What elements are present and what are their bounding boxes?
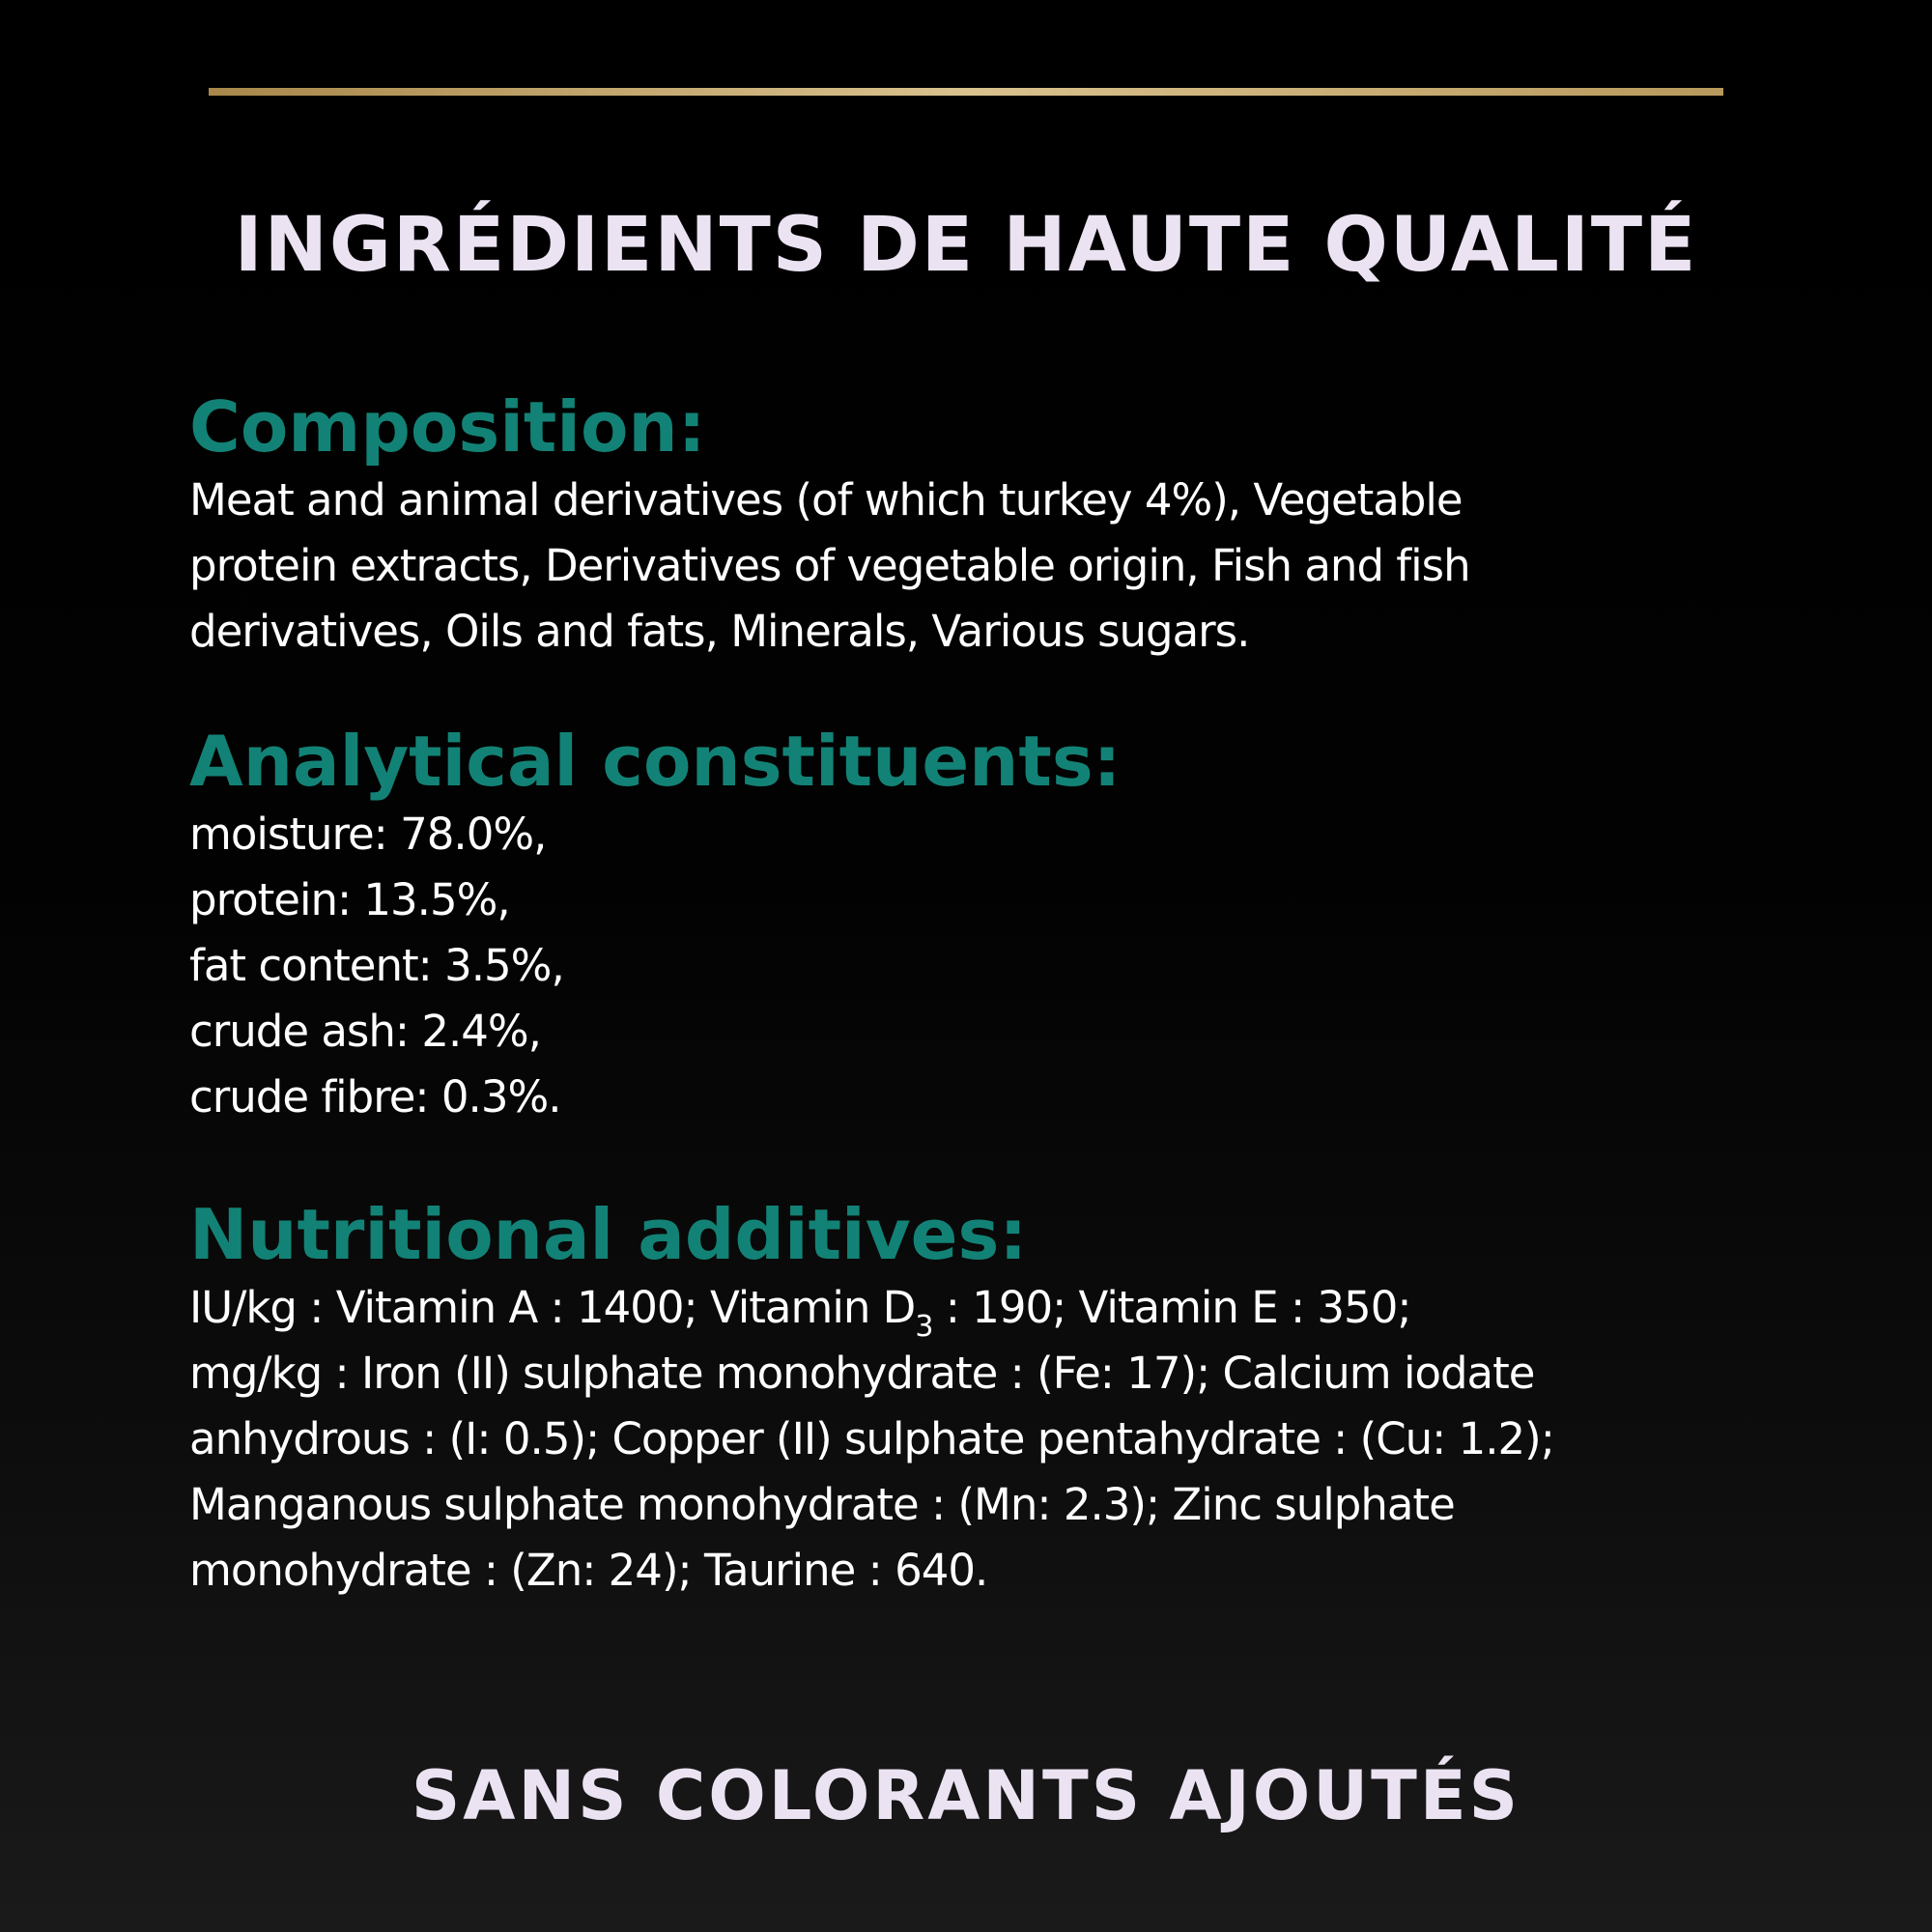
- analytical-item: crude fibre: 0.3%.: [189, 1071, 561, 1122]
- footer-title: SANS COLORANTS AJOUTÉS: [411, 1756, 1521, 1835]
- composition-line: Meat and animal derivatives (of which turkey 4%), Vegetable: [189, 474, 1463, 526]
- analytical-item: protein: 13.5%,: [189, 874, 510, 925]
- additives-section: [189, 1194, 1735, 1604]
- analytical-heading: Analytical constituents:: [189, 721, 1122, 802]
- analytical-item: fat content: 3.5%,: [189, 940, 564, 991]
- additives-line-part: : 190; Vitamin E : 350;: [932, 1282, 1411, 1333]
- additives-text: [189, 1275, 1735, 1604]
- additives-line-part: IU/kg : Vitamin A : 1400; Vitamin D: [189, 1282, 916, 1333]
- additives-line: mg/kg : Iron (II) sulphate monohydrate : (Fe: 17); Calcium iodate: [189, 1348, 1535, 1399]
- page-title: INGRÉDIENTS DE HAUTE QUALITÉ: [234, 202, 1698, 289]
- composition-line: derivatives, Oils and fats, Minerals, Various sugars.: [189, 606, 1250, 657]
- composition-heading: Composition:: [189, 386, 706, 468]
- analytical-item: crude ash: 2.4%,: [189, 1006, 541, 1057]
- additives-line: monohydrate : (Zn: 24); Taurine : 640.: [189, 1545, 988, 1596]
- composition-text: [189, 468, 1735, 665]
- analytical-section: [189, 721, 1735, 1130]
- analytical-item: moisture: 78.0%,: [189, 809, 547, 860]
- composition-section: [189, 386, 1735, 665]
- analytical-list: [189, 802, 1735, 1130]
- vitamin-d-subscript: 3: [915, 1310, 933, 1344]
- gold-divider: [209, 88, 1723, 96]
- additives-line: Manganous sulphate monohydrate : (Mn: 2.3); Zinc sulphate: [189, 1479, 1455, 1530]
- additives-heading: Nutritional additives:: [189, 1194, 1028, 1275]
- composition-line: protein extracts, Derivatives of vegetable origin, Fish and fish: [189, 540, 1470, 591]
- additives-line: anhydrous : (I: 0.5); Copper (II) sulphate pentahydrate : (Cu: 1.2);: [189, 1413, 1554, 1464]
- additives-line: [189, 1275, 1735, 1344]
